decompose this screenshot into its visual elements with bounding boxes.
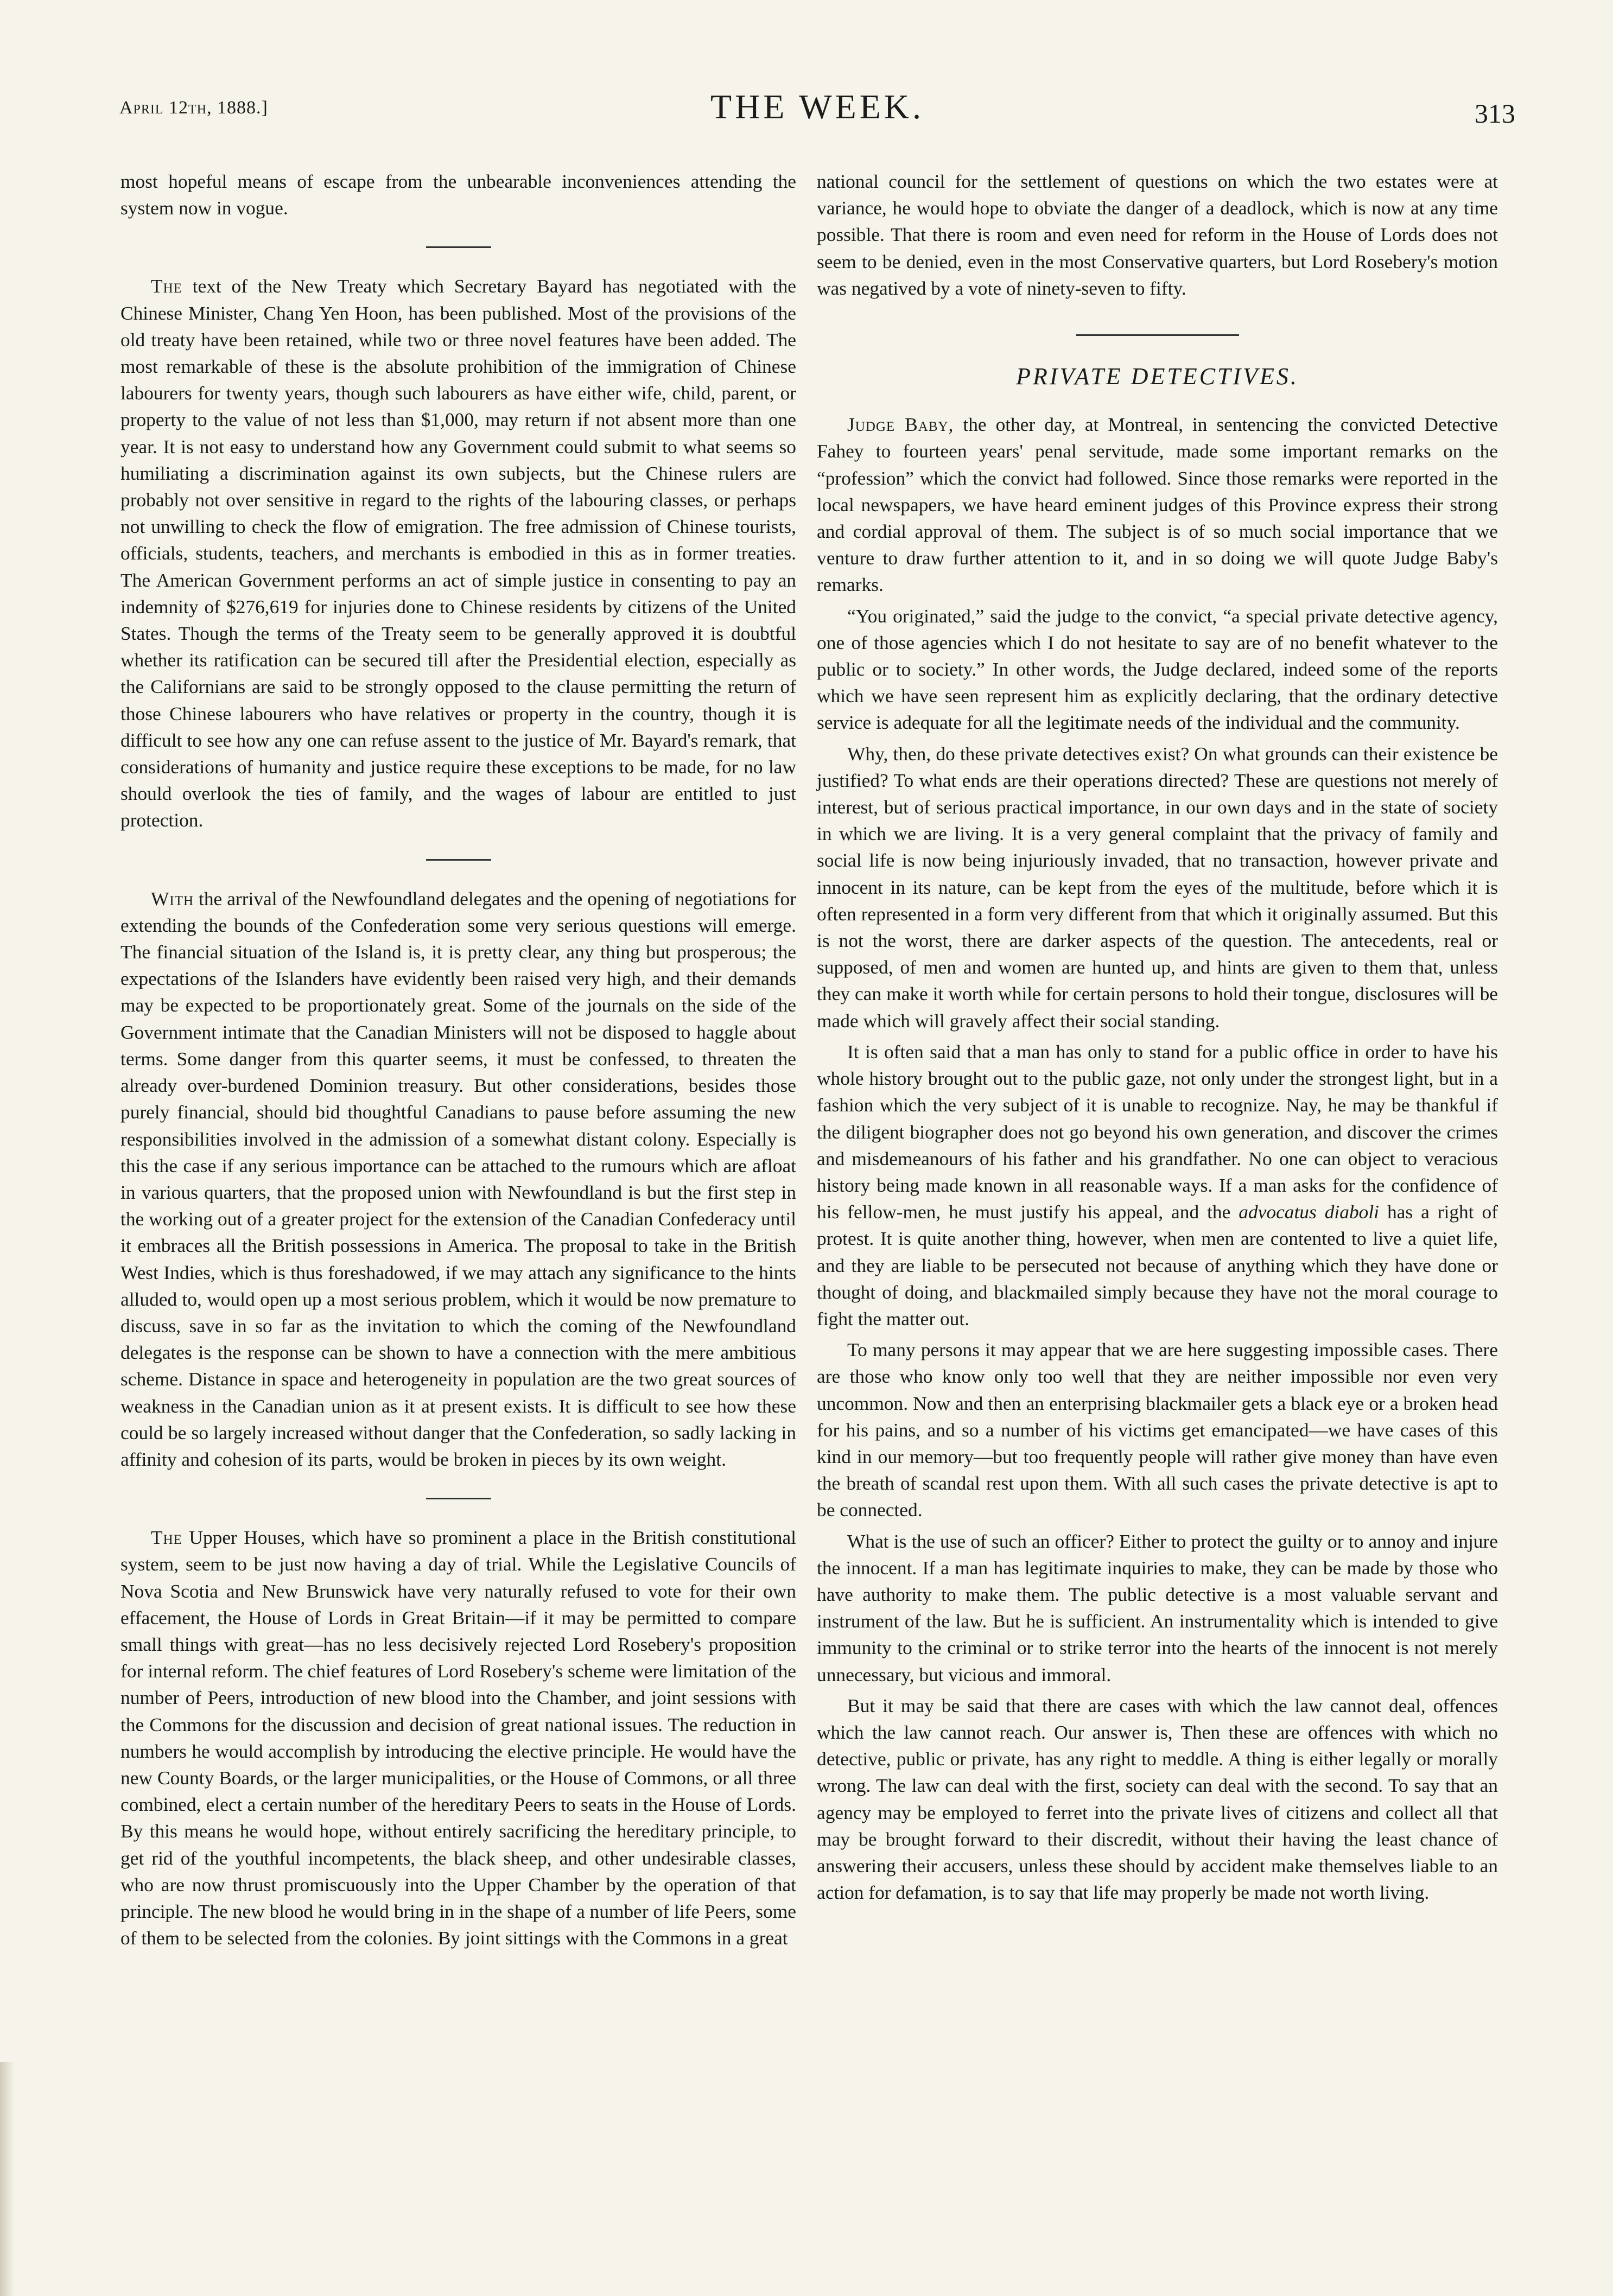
left-column — [120, 168, 796, 1951]
paragraph-continued: national council for the settlement of questions on which the two estates were at variance, he would hope to obviate the danger of a deadlock, which is now at any time possible. That there is room and even need for reform in the House of Lords does not seem to be denied, even in the most Conservative quarters, but Lord Rosebery's motion was negatived by a vote of ninety-seven to fifty. — [817, 170, 1498, 299]
paragraph-text: the other day, at Montreal, in sentencing the convicted Detective Fahey to fourteen years' penal servitude, made some important remarks on the “profession” which the convict had followed. Since those remarks were reported in the local newspapers, we have heard eminent judges of this Province express their strong and cordial approval of them. The subject is of so much social importance that we venture to draw further attention to it, and in so doing we will quote Judge Baby's remarks. — [817, 414, 1498, 596]
paragraph-why: Why, then, do these private detectives exist? On what grounds can their existence be justified? To what ends are their operations directed? These are questions not merely of interest, but of serious practical importance, in our own days and in the state of society in which we are living. It is a very general complaint that the privacy of family and social life is now being injuriously invaded, that no transaction, however private and innocent in its nature, can be kept from the eyes of the multitude, before which it is often represented in a form very different from that which it originally assumed. But this is not the worst, there are darker aspects of the question. The antecedents, real or supposed, of men and women are hunted up, and hints are given to them that, unless they can make it worth while for certain persons to hold their tongue, disclosures will be made which will gravely affect their social standing. — [817, 742, 1498, 1032]
paragraph-text: It is often said that a man has only to stand for a public office in order to have his whole history brought out to the public gaze, not only under the strongest light, but in a fashion which the very subject of it is unable to recognize. Nay, he may be thankful if the diligent biographer does not go beyond his own generation, and discover the crimes and misdemeanours of his father and his grandfather. No one can object to veracious history being made known in all reasonable ways. If a man asks for the confidence of his fellow-men, he must justify his appeal, and the — [817, 1040, 1498, 1223]
paragraph-text: text of the New Treaty which Secretary Bayard has negotiated with the Chinese Minister, Chang Yen Hoon, has been published. Most of the provisions of the old treaty have been retained, while two or three novel features have been added. The most remarkable of these is the absolute prohibition of the immigration of Chinese labourers for twenty years, though such labourers as have either wife, child, parent, or property to the value of not less than $1,000, may return if not absent more than one year. It is not easy to understand how any Government could submit to what seems so humiliating a discrimination against its own subjects, but the Chinese rulers are probably not over sensitive in regard to the rights of the labouring classes, or perhaps not unwilling to check the flow of emigration. The free admission of Chinese tourists, officials, students, teachers, and merchants is embodied in this as in former treaties. The American Government performs an act of simple justice in consenting to pay an indemnity of $276,619 for injuries done to Chinese residents by citizens of the United States. Though the terms of the Treaty seem to be generally approved it is doubtful whether its ratification can be secured till after the Presidential election, especially as the Californians are said to be strongly opposed to the clause permitting the return of those Chinese labourers who have relatives or property in the country, though it is difficult to see how any one can refuse assent to the justice of Mr. Bayard's remark, that considerations of humanity and justice require these exceptions to be made, for no law should overlook the ties of family, and the wages of labour are entitled to just protection. — [120, 275, 796, 831]
separator-rule — [426, 246, 491, 248]
paragraph-text: the arrival of the Newfoundland delegates and the opening of negotiations for extending the bounds of the Confederation some very serious questions will emerge. The financial situation of the Island is, it is pretty clear, any thing but prosperous; the expectations of the Islanders have evidently been raised very high, and their demands may be expected to be proportionately great. Some of the journals on the side of the Government intimate that the Canadian Ministers will not be disposed to haggle about terms. Some danger from this quarter seems, it must be confessed, to threaten the already over-burdened Dominion treasury. But other considerations, besides those purely financial, should bid thoughtful Canadians to pause before assuming the new responsibilities involved in the admission of a somewhat distant colony. Especially is this the case if any serious importance can be attached to the rumours which are afloat in various quarters, that the proposed union with Newfoundland is but the first step in the working out of a greater project for the extension of the Canadian Confederacy until it embraces all the British possessions in America. The proposal to take in the British West Indies, which is thus foreshadowed, if we may attach any significance to the hints alluded to, would open up a most serious problem, which it would be now premature to discuss, save in so far as the invitation to which the coming of the Newfoundland delegates is the response can be shown to have a connection with the mere ambitious scheme. Distance in space and heterogeneity in population are the two great sources of weakness in the Canadian union as it at present exists. It is difficult to see how these could be so largely increased without danger that the Confederation, so sadly lacking in affinity and cohesion of its parts, would be broken in pieces by its own weight. — [120, 887, 796, 1470]
page-header — [119, 81, 1515, 141]
header-title: THE WEEK. — [710, 87, 925, 126]
header-date: April 12th, 1888.] — [119, 98, 268, 118]
page-number: 313 — [1475, 98, 1515, 129]
lead-word: With — [151, 887, 194, 910]
lead-word: The — [151, 275, 182, 297]
paragraph-upper-houses — [120, 1524, 796, 1951]
page-edge-shadow — [0, 2062, 14, 2296]
paragraph-law-cannot-deal: But it may be said that there are cases with which the law cannot deal, offences which the law cannot reach. Our answer is, Then these are offences with which no detective, public or private, has any right to meddle. A thing is either legally or morally wrong. The law can deal with the first, society can deal with the second. To say that an agency may be employed to ferret into the private lives of citizens and collect all that may be brought forward to their discredit, without their having the least chance of answering their accusers, unless these should by accident make themselves liable to an action for defamation, is to say that life may properly be made not worth living. — [817, 1694, 1498, 1904]
right-column — [817, 168, 1498, 1906]
paragraph-newfoundland — [120, 886, 796, 1473]
paragraph-text: has a right of protest. It is quite another thing, however, when men are contented to live a quiet life, and they are liable to be persecuted not because of anything which they have done or thought of doing, and blackmailed simply because they have not the moral courage to fight the matter out. — [817, 1201, 1498, 1330]
paragraph-quote: “You originated,” said the judge to the convict, “a special private detective agency, one of those agencies which I do not hesitate to say are of no benefit whatever to the public or to society.” In other words, the Judge declared, indeed some of the reports which we have seen represent him as explicitly declaring, that the ordinary detective service is adequate for all the legitimate needs of the individual and the community. — [817, 605, 1498, 734]
italic-phrase: advocatus diaboli — [1239, 1201, 1380, 1223]
paragraph-public-office — [817, 1039, 1498, 1332]
lead-word: The — [151, 1527, 182, 1549]
lead-word: Judge Baby, — [847, 414, 954, 436]
separator-rule — [426, 859, 491, 861]
paragraph-chinese-treaty — [120, 273, 796, 834]
section-title: PRIVATE DETECTIVES. — [1016, 363, 1299, 390]
separator-rule — [426, 1498, 491, 1499]
separator-rule — [1076, 334, 1239, 336]
paragraph-officer-use: What is the use of such an officer? Either to protect the guilty or to annoy and injure the innocent. If a man has legitimate inquiries to make, they can be made by those who have authority to make them. The public detective is a most valuable servant and instrument of the law. But he is sufficient. An instrumentality which is intended to give immunity to the criminal or to strike terror into the hearts of the innocent is not merely unnecessary, but vicious and immoral. — [817, 1530, 1498, 1686]
paragraph-judge-baby — [817, 411, 1498, 598]
paragraph-continued: most hopeful means of escape from the unbearable inconveniences attending the system now in vogue. — [120, 170, 796, 219]
paragraph-impossible-cases: To many persons it may appear that we are here suggesting impossible cases. There are those who know only too well that they are neither impossible nor even very uncommon. Now and then an enterprising blackmailer gets a black eye or a broken head for his pains, and so a number of his victims get emancipated—we have cases of this kind in our memory—but too frequently people will rather give money than have even the breath of scandal rest upon them. With all such cases the private detective is apt to be connected. — [817, 1339, 1498, 1521]
paragraph-text: Upper Houses, which have so prominent a place in the British constitutional system, seem to be just now having a day of trial. While the Legislative Councils of Nova Scotia and New Brunswick have very naturally refused to vote for their own effacement, the House of Lords in Great Britain—if it may be permitted to compare small things with great—has no less decisively rejected Lord Rosebery's proposition for internal reform. The chief features of Lord Rosebery's scheme were limitation of the number of Peers, introduction of new blood into the Chamber, and joint sessions with the Commons for the discussion and decision of great national issues. The reduction in numbers he would accomplish by introducing the elective principle. He would have the new County Boards, or the larger municipalities, or the House of Commons, or all three combined, elect a certain number of the hereditary Peers to seats in the House of Lords. By this means he would hope, without entirely sacrificing the hereditary principle, to get rid of the youthful incompetents, the black sheep, and other undesirable classes, who are now thrust promiscuously into the Upper Chamber by the operation of that principle. The new blood he would bring in in the shape of a number of life Peers, some of them to be selected from the colonies. By joint sittings with the Commons in a great — [120, 1527, 796, 1949]
